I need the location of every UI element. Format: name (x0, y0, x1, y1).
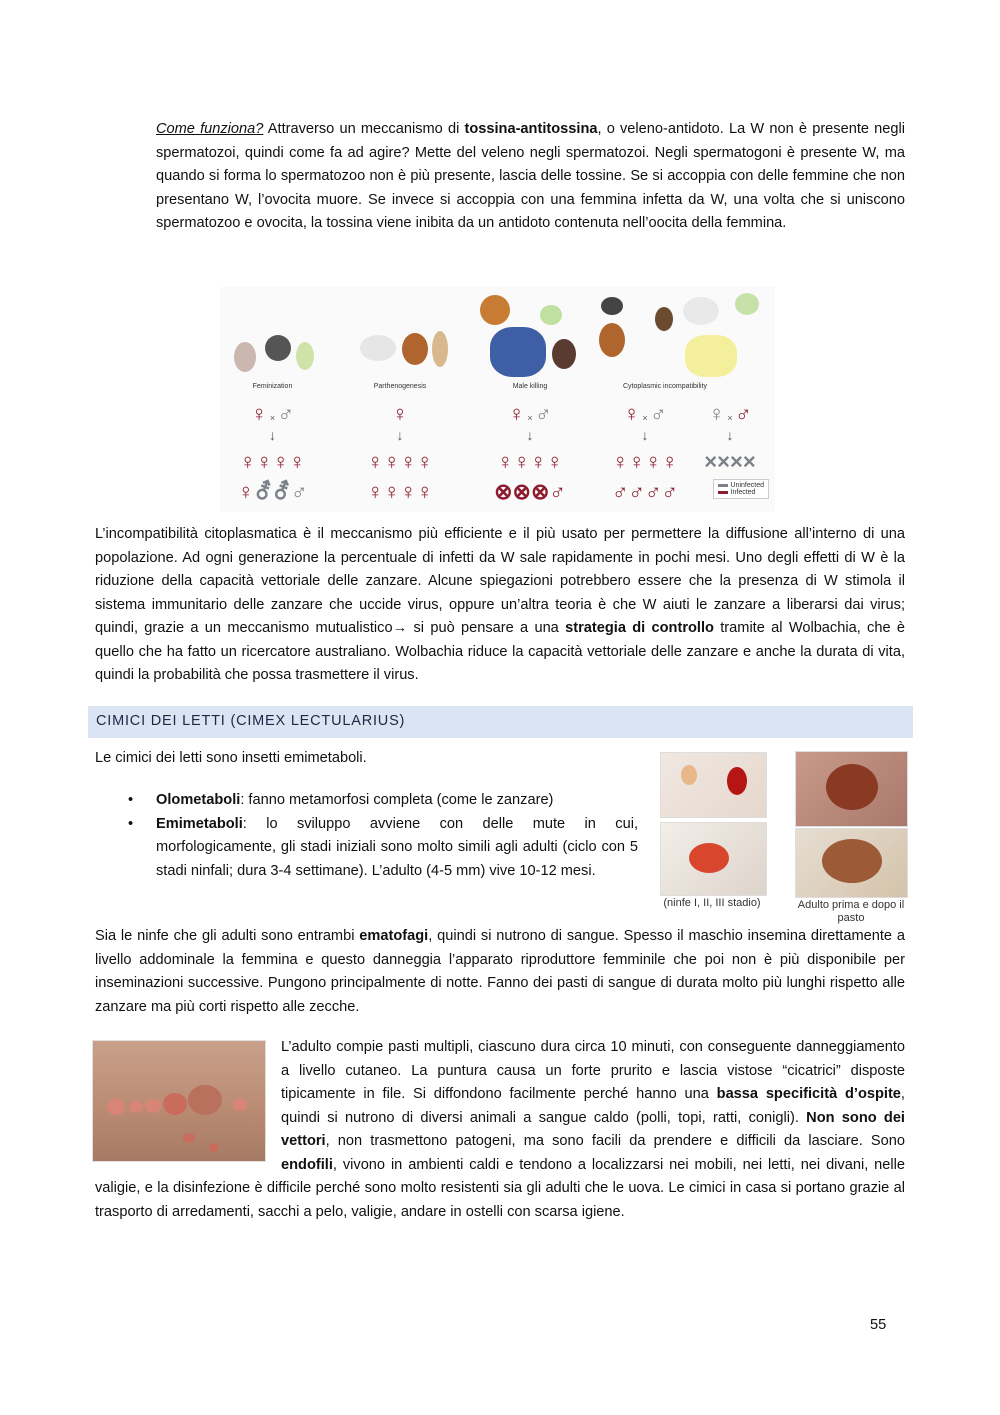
nymph-illustration (681, 765, 697, 785)
aphid-illustration (735, 293, 759, 315)
adult-photo-top (795, 751, 908, 827)
text: : fanno metamorfosi completa (come le zanzare) (240, 792, 554, 808)
wolbachia-effects-figure (220, 287, 775, 512)
bold-term: endofili (281, 1156, 333, 1173)
text: Le cimici dei letti sono insetti emimetaboli. (95, 750, 367, 766)
offspring-row: ♂♂♂♂ (612, 479, 678, 504)
text: , non trasmettono patogeni, ma sono facili da prendere e difficili da lasciare. Sono (325, 1133, 905, 1149)
down-arrow-icon: ↓ (396, 427, 404, 443)
offspring-row: ⊗⊗⊗♂ (494, 479, 566, 504)
nymph-illustration (689, 843, 729, 873)
beetle-illustration (655, 307, 673, 331)
wasp-illustration (360, 335, 396, 361)
figure-legend (713, 479, 769, 499)
aphid-illustration (540, 305, 562, 325)
panel-male-killing (470, 287, 590, 512)
offspring-row: ♀⚦⚦♂ (237, 479, 308, 504)
offspring-row: ♀♀♀♀ (239, 449, 306, 474)
list-item (128, 789, 638, 813)
parents-row: ♀ × ♂ (508, 401, 552, 426)
paragraph-cytoplasmic-incompatibility (95, 523, 905, 688)
leafhopper-illustration (296, 342, 314, 370)
nymph-illustration (727, 767, 747, 795)
adult-photo-bottom (795, 828, 908, 898)
nymph-caption: (ninfe I, II, III stadio) (663, 897, 761, 909)
list-item (128, 813, 638, 884)
beetle-illustration (601, 297, 623, 315)
text: L’incompatibilità citoplasmatica è il meccanismo più efficiente e il più usato per permettere la diffusione all’interno di una popolazione. Ad ogni generazione la percentuale di infetti da W sale rapidamente in pochi mesi. Uno degli effetti di W è la riduzione della capacità vettoriale delle zanzare. Alcune spiegazioni potrebbero essere che la presenza di W stimola il sistema immunitario delle zanzare che uccide virus, oppure un’altra teoria è che W aiuti le zanzare a liberarsi dai virus; quindi, grazie a un meccanismo mutualistico (95, 526, 905, 636)
bold-term: bassa specificità d’ospite (716, 1086, 901, 1102)
page-number: 55 (870, 1317, 887, 1333)
text: , o veleno-antidoto. La W non è presente negli spermatozoi, quindi come fa ad agire? Mette del veleno negli spermatozoi. Negli spermatogoni è presente W, ma quando si forma lo spermatozoo non è più presente, lascia delle tossine. Se si accoppia con delle femmine che non presentano W, l’ovocita muore. Se invece si accoppia con una femmina infetta da W, una volta che si uniscono spermatozoo e ovocita, la tossina viene inibita da un antidoto contenuta nell’oocita della femmina. (156, 121, 905, 231)
parents-row: ♀ (391, 401, 409, 426)
section-title: CIMICI DEI LETTI (CIMEX LECTULARIUS) (96, 713, 406, 729)
panel-label: Parthenogenesis (373, 383, 427, 390)
text: si può pensare a una (407, 620, 566, 636)
bold-term: ematofagi (359, 928, 429, 944)
bold-term: Emimetaboli (156, 815, 243, 832)
bullet-icon: • (128, 792, 134, 808)
paragraph-intro-bedbugs (95, 747, 635, 771)
image-float-spacer (95, 1036, 281, 1176)
metamorphosis-list (128, 789, 638, 883)
bold-term: Olometaboli (156, 792, 241, 808)
adult-caption: Adulto prima e dopo il pasto (797, 899, 905, 924)
bullet-icon: • (128, 815, 134, 832)
legend-uninfected: Uninfected (730, 482, 764, 489)
down-arrow-icon: ↓ (269, 427, 276, 443)
mite-illustration (599, 323, 625, 357)
springtail-illustration (432, 331, 448, 367)
parents-row: ♀ × ♂ (250, 401, 295, 426)
offspring-row: ♀♀♀♀ (367, 449, 433, 474)
paragraph-hematophagous (95, 925, 905, 1019)
bold-term: strategia di controllo (565, 620, 714, 636)
section-header (88, 706, 913, 738)
parents-row: ♀ × ♂ (708, 401, 752, 426)
text: : lo sviluppo avviene con delle mute in cui, morfologicamente, gli stadi iniziali sono molto simili agli adulti (ciclo con 5 stadi ninfali; dura 3-4 settimane). L’adulto (4-5 mm) vive 10-12 mesi. (156, 815, 638, 879)
down-arrow-icon: ↓ (726, 427, 734, 443)
nymph-photo-bottom (660, 822, 767, 896)
offspring-row: ♀♀♀♀ (612, 449, 678, 474)
text: Sia le ninfe che gli adulti sono entrambi (95, 928, 360, 944)
text: , quindi si nutrono di diversi animali a sangue caldo (polli, topi, ratti, conigli). (281, 1086, 905, 1126)
panel-label: Male killing (512, 383, 548, 390)
panel-label: Cytoplasmic incompatibility (622, 383, 708, 390)
text: Attraverso un meccanismo di (263, 121, 465, 137)
text: , vivono in ambienti caldi e tendono a localizzarsi nei mobili, nei letti, nei divani, nelle valigie, e la disinfezione è difficile perché sono molto resistenti sia gli adulti che le uova. Le cimici in casa si portano grazie al trasporto di arredamenti, sacchi a pelo, valigie, andare in ostelli con scarsa igiene. (95, 1156, 905, 1220)
adult-bedbug-illustration (826, 764, 878, 810)
scorpion-illustration (480, 295, 510, 325)
arrow-icon: → (392, 620, 408, 636)
legend-infected: Infected (730, 489, 756, 496)
text: tramite al Wolbachia, che è quello che ha fatto un ricercatore australiano. Wolbachia riduce la capacità vettoriale delle zanzare e anche la durata di vita, quindi la probabilità che possa trasmettere il virus. (95, 620, 906, 683)
down-arrow-icon: ↓ (641, 427, 649, 443)
question-lead: Come funziona? (156, 121, 264, 137)
bold-term: tossina-antitossina (464, 121, 598, 137)
offspring-row: ♀♀♀♀ (497, 449, 563, 474)
panel-parthenogenesis (340, 287, 460, 512)
text: L’adulto compie pasti multipli, ciascuno dura circa 10 minuti, con conseguente danneggiamento a livello cutaneo. La puntura causa un forte prurito e lascia vistose “cicatrici” disposte tipicamente in file. Si diffondono facilmente perché hanno una (281, 1039, 905, 1102)
panel-feminization (220, 287, 325, 512)
nymph-photo-top (660, 752, 767, 818)
mite-illustration (402, 333, 428, 365)
butterfly-illustration (490, 327, 546, 377)
fly-illustration (265, 335, 291, 361)
adult-bedbug-illustration (822, 839, 882, 883)
panel-label: Feminization (252, 383, 293, 390)
text: , quindi si nutrono di sangue. Spesso il maschio insemina direttamente a livello addominale la femmina e questo danneggia l’apparato riproduttore femminile che poi non è più disponibile per inseminazioni successive. Pungono principalmente di notte. Fanno dei pasti di sangue di durata molto più lunghi rispetto alle zanzare ma più corti rispetto alle zecche. (95, 928, 905, 1015)
wasp-illustration (683, 297, 719, 325)
offspring-row: ♀♀♀♀ (367, 479, 433, 504)
down-arrow-icon: ↓ (526, 427, 534, 443)
paragraph-how-it-works (156, 118, 905, 236)
woodlouse-illustration (234, 342, 256, 372)
bold-term: Non sono dei vettori (281, 1109, 905, 1149)
ladybird-illustration (552, 339, 576, 369)
parents-row: ♀ × ♂ (623, 401, 667, 426)
butterfly-illustration (685, 335, 737, 377)
paragraph-feeding-habits (95, 1036, 905, 1224)
offspring-row: ×××× (704, 449, 756, 474)
